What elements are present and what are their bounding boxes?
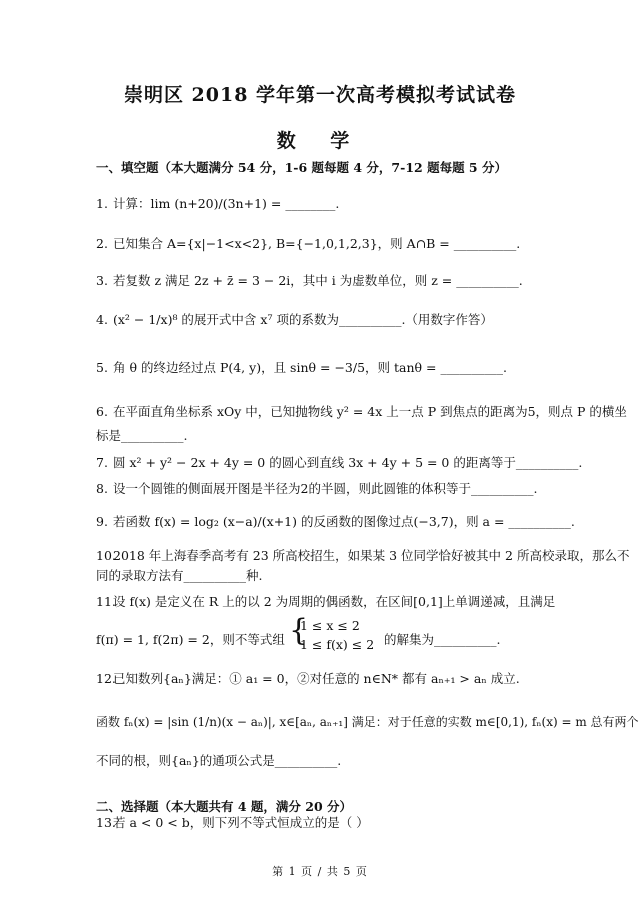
question-text: 圆 x² + y² − 2x + 4y = 0 的圆心到直线 3x + 4y + 5 = 0 的距离等于__________. xyxy=(113,455,583,470)
question-text: (x² − 1/x)⁸ 的展开式中含 x⁷ 项的系数为__________.（用数字作答） xyxy=(113,312,493,327)
section-fill-in: 一、填空题（本大题满分 54 分，1-6 题每题 4 分，7-12 题每题 5 分） xyxy=(96,160,507,175)
question-number: 10. xyxy=(96,548,116,563)
question-number: 9. xyxy=(96,514,108,529)
question-text: 若 a < 0 < b，则下列不等式恒成立的是（ ） xyxy=(113,815,369,830)
question-number: 12. xyxy=(96,671,116,686)
question-text: 计算：lim (n+20)/(3n+1) = ________. xyxy=(113,196,340,211)
question-number: 4. xyxy=(96,312,108,327)
question-text: 2018 年上海春季高考有 23 所高校招生，如果某 3 位同学恰好被其中 2 所高校录取，那么不 xyxy=(113,548,630,563)
question-text: 角 θ 的终边经过点 P(4, y)，且 sinθ = −3/5，则 tanθ = __________. xyxy=(113,360,507,375)
inequality-line-2: 1 ≤ f(x) ≤ 2 xyxy=(300,637,375,652)
question-number: 5. xyxy=(96,360,108,375)
question-number: 13. xyxy=(96,815,116,830)
question-text-continued: 标是__________. xyxy=(96,428,188,443)
question-number: 8. xyxy=(96,481,108,496)
question-number: 2. xyxy=(96,236,108,251)
question-text-continued: 的解集为__________. xyxy=(384,632,501,647)
question-text-continued: 同的录取方法有__________种. xyxy=(96,568,263,583)
question-text: 若函数 f(x) = log₂ (x−a)/(x+1) 的反函数的图像过点(−3,7)，则 a = __________. xyxy=(113,514,575,529)
subject-heading: 数 学 xyxy=(276,130,364,152)
question-text-continued: 函数 fₙ(x) = |sin (1/n)(x − aₙ)|, x∈[aₙ, aₙ₊₁] 满足：对于任意的实数 m∈[0,1), fₙ(x) = m 总有两个 xyxy=(96,715,639,729)
question-text: 若复数 z 满足 2z + z̄ = 3 − 2i，其中 i 为虚数单位，则 z = __________. xyxy=(113,273,523,288)
question-text: 设 f(x) 是定义在 R 上的以 2 为周期的偶函数，在区间[0,1]上单调递减，且满足 xyxy=(113,594,556,609)
inequality-line-1: 1 ≤ x ≤ 2 xyxy=(300,618,360,633)
question-number: 3. xyxy=(96,273,108,288)
page-title: 崇明区 2018 学年第一次高考模拟考试试卷 xyxy=(123,84,517,106)
question-number: 11. xyxy=(96,594,116,609)
question-number: 7. xyxy=(96,455,108,470)
question-text: 已知集合 A={x|−1<x<2}, B={−1,0,1,2,3}，则 A∩B = __________. xyxy=(113,236,521,251)
question-text: 已知数列{aₙ}满足：① a₁ = 0，②对任意的 n∈N* 都有 aₙ₊₁ > aₙ 成立. xyxy=(113,671,520,686)
question-number: 1. xyxy=(96,196,108,211)
question-text-continued: f(π) = 1, f(2π) = 2，则不等式组 xyxy=(96,632,285,647)
question-text-continued: 不同的根，则{aₙ}的通项公式是__________. xyxy=(96,753,342,768)
question-text: 在平面直角坐标系 xOy 中，已知抛物线 y² = 4x 上一点 P 到焦点的距离为5，则点 P 的横坐 xyxy=(113,404,627,419)
question-text: 设一个圆锥的侧面展开图是半径为2的半圆，则此圆锥的体积等于__________. xyxy=(113,481,538,496)
system-brace: { xyxy=(289,613,309,648)
question-number: 6. xyxy=(96,404,108,419)
page-footer: 第 1 页 / 共 5 页 xyxy=(272,865,368,878)
section-multiple-choice: 二、选择题（本大题共有 4 题，满分 20 分） xyxy=(96,799,353,814)
